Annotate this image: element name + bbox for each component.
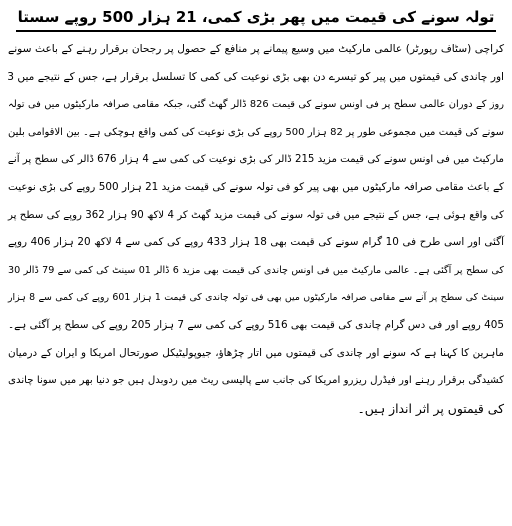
body-line: 405 روپے اور فی دس گرام چاندی کی قیمت بھی 516 روپے کی کمی سے 7 ہزار 205 روپے کی سطح پر آگئی ہے۔ <box>8 318 504 331</box>
body-line: کی واقع ہوئی ہے، جس کے نتیجے میں فی تولہ سونے کی قیمت مزید گھٹ کر 4 لاکھ 90 ہزار 362 روپے کی سطح پر <box>8 209 504 221</box>
body-line: کشیدگی برقرار رہنے اور فیڈرل ریزرو امریکا کی جانب سے پالیسی ریٹ میں ردوبدل ہیں جو دنیا بھر میں سونا چاندی <box>8 375 504 387</box>
headline-text: تولہ سونے کی قیمت میں پھر بڑی کمی، 21 ہزار 500 روپے سستا <box>16 6 497 32</box>
body-line: کی قیمتوں پر اثر انداز ہیں۔ <box>357 400 504 416</box>
body-line: روز کے دوران عالمی سطح پر فی اونس سونے کی قیمت 826 ڈالر گھٹ گئی، جبکہ مقامی صرافہ مارکیٹوں میں فی تولہ <box>8 99 504 111</box>
body-line: سینٹ کی سطح پر آنے سے مقامی صرافہ مارکیٹوں میں بھی فی تولہ چاندی کی قیمت 1 ہزار 601 روپے کی کمی سے 8 ہزار <box>8 292 504 304</box>
body-line: ماہرین کا کہنا ہے کہ سونے اور چاندی کی قیمتوں میں اتار چڑھاؤ، جیوپولیٹیکل صورتحال امریکا و ایران کے درمیان <box>8 346 504 359</box>
body-line: کی سطح پر آگئی ہے۔ عالمی مارکیٹ میں فی اونس چاندی کی قیمت بھی مزید 6 ڈالر 01 سینٹ کی کمی سے 79 ڈالر 30 <box>8 264 504 276</box>
body-line: کے باعث مقامی صرافہ مارکیٹوں میں بھی پیر کو فی تولہ سونے کی قیمت مزید 21 ہزار 500 روپے کی بڑی نوعیت <box>8 180 504 193</box>
article-headline <box>8 6 504 32</box>
body-line: آگئی اور اسی طرح فی 10 گرام سونے کی قیمت بھی 18 ہزار 433 روپے کی کمی سے 4 لاکھ 20 ہزار 406 روپے <box>8 236 504 249</box>
body-line: سونے کی قیمت میں مجموعی طور پر 82 ہزار 500 روپے کی بڑی نوعیت کی کمی واقع ہوچکی ہے۔ بین الاقوامی بلین <box>8 126 505 138</box>
body-line: کراچی (سٹاف رپورٹر) عالمی مارکیٹ میں وسیع پیمانے پر منافع کے حصول پر رجحان برقرار رہنے کے باعث سونے <box>8 43 504 55</box>
body-line: اور چاندی کی قیمتوں میں پیر کو تیسرے دن بھی بڑی نوعیت کی کمی کا تسلسل برقرار ہے، جس کے نتیجے میں 3 <box>7 70 504 83</box>
body-line: مارکیٹ میں فی اونس سونے کی قیمت مزید 215 ڈالر کی بڑی نوعیت کی کمی سے 4 ہزار 676 ڈالر کی سطح پر آنے <box>7 154 504 166</box>
article-body <box>8 36 504 422</box>
